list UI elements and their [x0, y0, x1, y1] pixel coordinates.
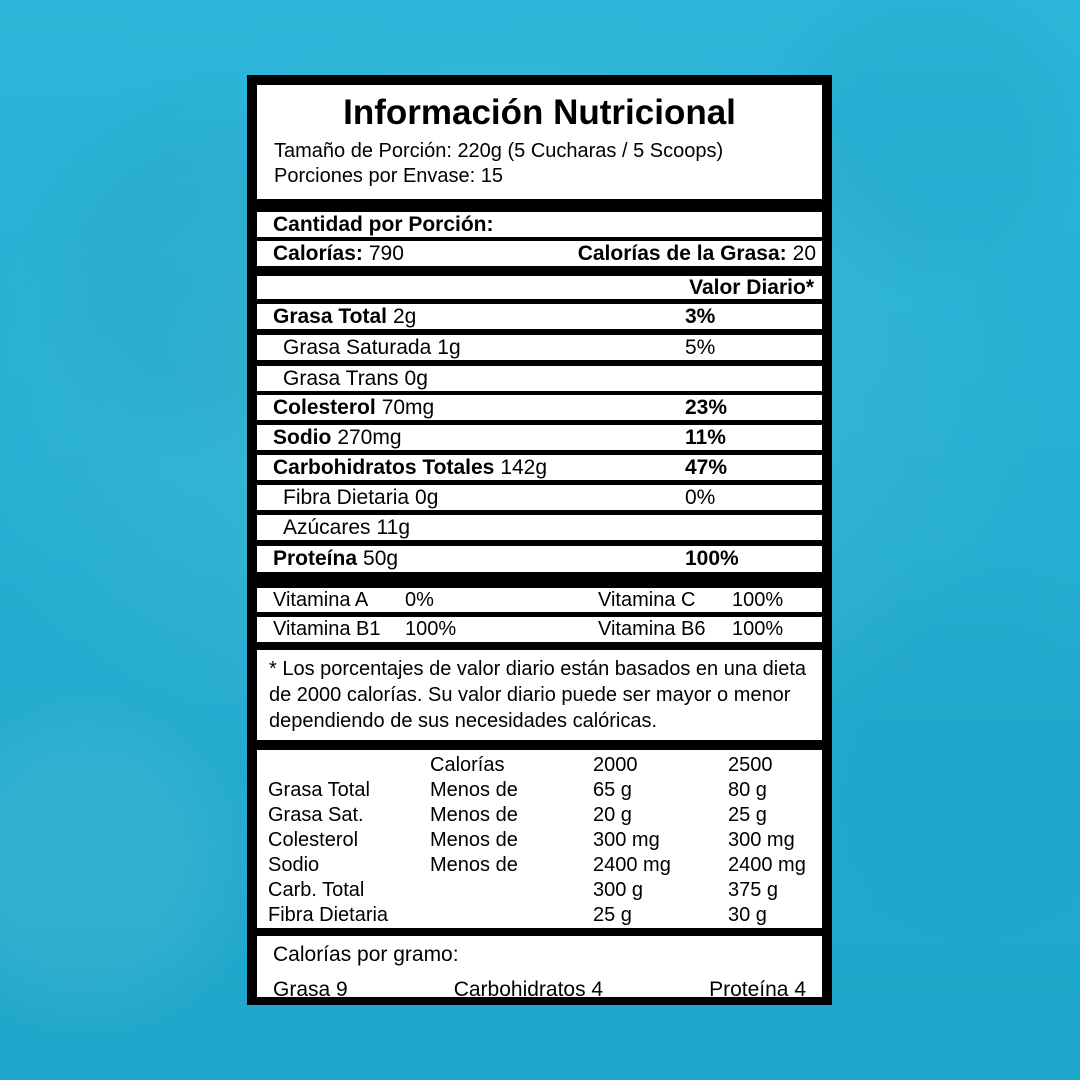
- nutrient-amount: 1g: [437, 336, 461, 359]
- nutrient-amount: 50g: [363, 547, 399, 570]
- ref-cell: 2000: [593, 754, 638, 776]
- nutrient-amount: 142g: [500, 456, 548, 479]
- nutrient-name: Fibra Dietaria: [283, 486, 410, 509]
- calories-row: [257, 241, 822, 266]
- ref-cell: Calorías: [430, 754, 505, 776]
- nutrient-name: Grasa Total: [273, 305, 387, 328]
- ref-cell: Sodio: [268, 854, 320, 876]
- ref-cell: Carb. Total: [268, 879, 365, 901]
- nutrient-name: Proteína: [273, 547, 358, 570]
- daily-value-percent: 11%: [685, 426, 726, 449]
- label-header: [257, 85, 822, 199]
- servings-per-container-line: Porciones por Envase: 15: [274, 165, 504, 187]
- vitamins-row-1: [257, 588, 822, 612]
- ref-cell: Grasa Total: [268, 779, 370, 801]
- daily-value-percent: 3%: [685, 305, 716, 328]
- nutrient-amount: 2g: [392, 305, 417, 328]
- ref-cell: Menos de: [430, 854, 518, 876]
- serving-size-line: Tamaño de Porción: 220g (5 Cucharas / 5 Scoops): [274, 140, 724, 162]
- nutrient-row-total-fat: [257, 304, 822, 329]
- nutrient-row-sodium: [257, 425, 822, 450]
- calories-per-gram-protein: Proteína 4: [709, 978, 806, 1001]
- ref-cell: Menos de: [430, 829, 518, 851]
- reference-table: [257, 750, 822, 928]
- reference-table-row: [268, 853, 822, 878]
- vitamin-percent: 0%: [405, 589, 434, 611]
- nutrient-name: Grasa Saturada: [283, 336, 432, 359]
- ref-cell: 80 g: [728, 779, 767, 801]
- ref-cell: 2400 mg: [593, 854, 671, 876]
- amount-per-serving-row: [257, 212, 822, 237]
- nutrient-row-trans-fat: [257, 366, 822, 391]
- ref-cell: [430, 903, 593, 928]
- amount-per-serving-label: Cantidad por Porción:: [273, 213, 494, 236]
- calories-per-gram-fat: Grasa 9: [273, 978, 348, 1001]
- nutrient-row-cholesterol: [257, 395, 822, 420]
- nutrition-facts-label: [247, 75, 832, 1005]
- nutrient-name: Colesterol: [273, 396, 376, 419]
- ref-cell: 20 g: [593, 804, 632, 826]
- calories-value: 790: [368, 242, 404, 265]
- ref-cell: 25 g: [593, 904, 632, 926]
- nutrient-row-total-carbs: [257, 455, 822, 480]
- nutrient-amount: 0g: [415, 486, 439, 509]
- ref-cell: [268, 753, 430, 778]
- vitamin-name: Vitamina B6: [598, 618, 706, 640]
- reference-table-row: [268, 778, 822, 803]
- ref-cell: [430, 878, 593, 903]
- daily-value-header: Valor Diario*: [689, 276, 814, 299]
- ref-cell: 2400 mg: [728, 854, 806, 876]
- reference-table-row: [268, 828, 822, 853]
- vitamin-name: Vitamina C: [598, 589, 696, 611]
- vitamins-row-2: [257, 617, 822, 642]
- ref-cell: 30 g: [728, 904, 767, 926]
- ref-cell: Grasa Sat.: [268, 804, 364, 826]
- nutrient-row-dietary-fiber: [257, 485, 822, 510]
- nutrient-name: Azúcares: [283, 516, 371, 539]
- ref-cell: 375 g: [728, 879, 779, 901]
- calories-from-fat: [578, 241, 816, 266]
- ref-cell: 65 g: [593, 779, 632, 801]
- ref-cell: Menos de: [430, 779, 518, 801]
- daily-value-percent: 47%: [685, 456, 728, 479]
- nutrient-name: Carbohidratos Totales: [273, 456, 495, 479]
- daily-value-percent: 0%: [685, 486, 716, 509]
- nutrient-amount: 11g: [376, 516, 411, 539]
- daily-value-footnote: * Los porcentajes de valor diario están basados en una dieta de 2000 calorías. Su valor diario puede ser mayor o menor dependiendo de sus necesidades calóricas.: [257, 650, 822, 740]
- vitamin-percent: 100%: [732, 589, 784, 611]
- daily-value-percent: 100%: [685, 547, 739, 570]
- daily-value-percent: 5%: [685, 336, 716, 359]
- ref-cell: 300 mg: [728, 829, 795, 851]
- reference-table-header-row: [268, 753, 822, 778]
- ref-cell: 300 g: [593, 879, 644, 901]
- nutrient-row-saturated-fat: [257, 335, 822, 360]
- calories-per-gram-box: [257, 936, 822, 1001]
- calories-per-gram-label: Calorías por gramo:: [273, 943, 459, 966]
- nutrient-name: Sodio: [273, 426, 332, 449]
- ref-cell: Colesterol: [268, 829, 359, 851]
- reference-table-row: [268, 903, 822, 928]
- nutrient-row-sugars: [257, 515, 822, 540]
- reference-table-row: [268, 803, 822, 828]
- nutrient-amount: 0g: [404, 367, 428, 390]
- vitamin-percent: 100%: [732, 618, 784, 640]
- vitamin-name: Vitamina B1: [273, 618, 381, 640]
- nutrient-row-protein: [257, 546, 822, 572]
- nutrient-amount: 70mg: [381, 396, 435, 419]
- label-title: Información Nutricional: [343, 93, 736, 132]
- ref-cell: Menos de: [430, 804, 518, 826]
- nutrient-name: Grasa Trans: [283, 367, 399, 390]
- nutrient-amount: 270mg: [337, 426, 402, 449]
- calories-per-gram-carbs: Carbohidratos 4: [453, 978, 604, 1001]
- daily-value-header-row: [257, 276, 822, 299]
- vitamin-percent: 100%: [405, 618, 457, 640]
- ref-cell: Fibra Dietaria: [268, 904, 389, 926]
- calories-label: Calorías:: [273, 242, 363, 265]
- ref-cell: 300 mg: [593, 829, 660, 851]
- reference-table-row: [268, 878, 822, 903]
- ref-cell: 2500: [728, 754, 773, 776]
- calories-per-gram-values: [273, 977, 806, 1002]
- daily-value-percent: 23%: [685, 396, 728, 419]
- calories-from-fat-label: Calorías de la Grasa:: [577, 242, 787, 265]
- calories-from-fat-value: 20: [792, 242, 816, 265]
- vitamin-name: Vitamina A: [273, 589, 369, 611]
- ref-cell: 25 g: [728, 804, 767, 826]
